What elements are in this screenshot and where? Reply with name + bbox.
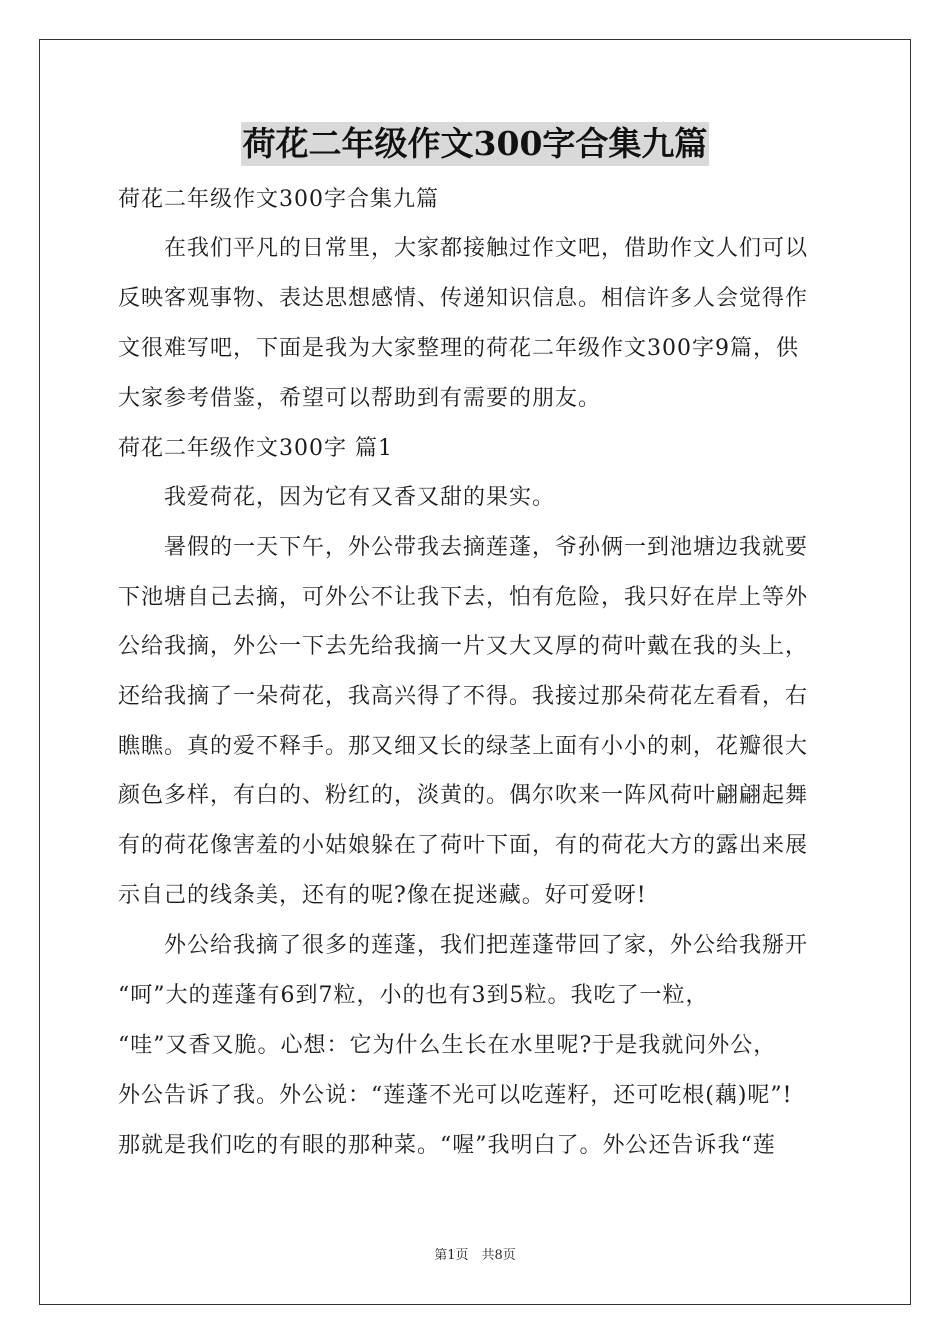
paragraph-line: 反映客观事物、表达思想感情、传递知识信息。相信许多人会觉得作 [118,286,809,311]
page-border [39,39,911,1305]
paragraph-line: 瞧瞧。真的爱不释手。那又细又长的绿茎上面有小小的刺，花瓣很大 [118,734,809,759]
paragraph-line: 外公告诉了我。外公说：“莲蓬不光可以吃莲籽，还可吃根(藕)呢”! [118,1083,793,1108]
paragraph-line: 示自己的线条美，还有的呢?像在捉迷藏。好可爱呀! [118,883,647,908]
paragraph-line: 那就是我们吃的有眼的那种菜。“喔”我明白了。外公还告诉我“莲 [118,1133,776,1158]
paragraph-line: 大家参考借鉴，希望可以帮助到有需要的朋友。 [118,386,602,411]
title-container [0,122,950,166]
paragraph-line: 公给我摘，外公一下去先给我摘一片又大又厚的荷叶戴在我的头上， [118,634,809,659]
paragraph-line: 有的荷花像害羞的小姑娘躲在了荷叶下面，有的荷花大方的露出来展 [118,833,809,858]
paragraph-line: 在我们平凡的日常里，大家都接触过作文吧，借助作文人们可以 [118,236,809,261]
paragraph-line: 外公给我摘了很多的莲蓬，我们把莲蓬带回了家，外公给我掰开 [118,933,809,958]
paragraph-line: 还给我摘了一朵荷花，我高兴得了不得。我接过那朵荷花左看看，右 [118,684,809,709]
paragraph-line: 文很难写吧，下面是我为大家整理的荷花二年级作文300字9篇，供 [118,336,799,361]
section-heading: 荷花二年级作文300字 篇1 [118,436,393,461]
paragraph-line: 颜色多样，有白的、粉红的，淡黄的。偶尔吹来一阵风荷叶翩翩起舞 [118,783,809,808]
paragraph-line: “哇”又香又脆。心想：它为什么生长在水里呢?于是我就问外公， [118,1033,777,1058]
page-footer [0,1247,950,1265]
page-number: 第1页 共8页 [434,1248,516,1263]
paragraph-line: 暑假的一天下午，外公带我去摘莲蓬，爷孙俩一到池塘边我就要 [118,535,809,560]
paragraph-line: 我爱荷花，因为它有又香又甜的果实。 [118,485,556,510]
paragraph-line: “呵”大的莲蓬有6到7粒，小的也有3到5粒。我吃了一粒， [118,983,709,1008]
document-title: 荷花二年级作文300字合集九篇 [241,122,710,166]
document-subtitle: 荷花二年级作文300字合集九篇 [118,187,439,212]
paragraph-line: 下池塘自己去摘，可外公不让我下去，怕有危险，我只好在岸上等外 [118,585,809,610]
